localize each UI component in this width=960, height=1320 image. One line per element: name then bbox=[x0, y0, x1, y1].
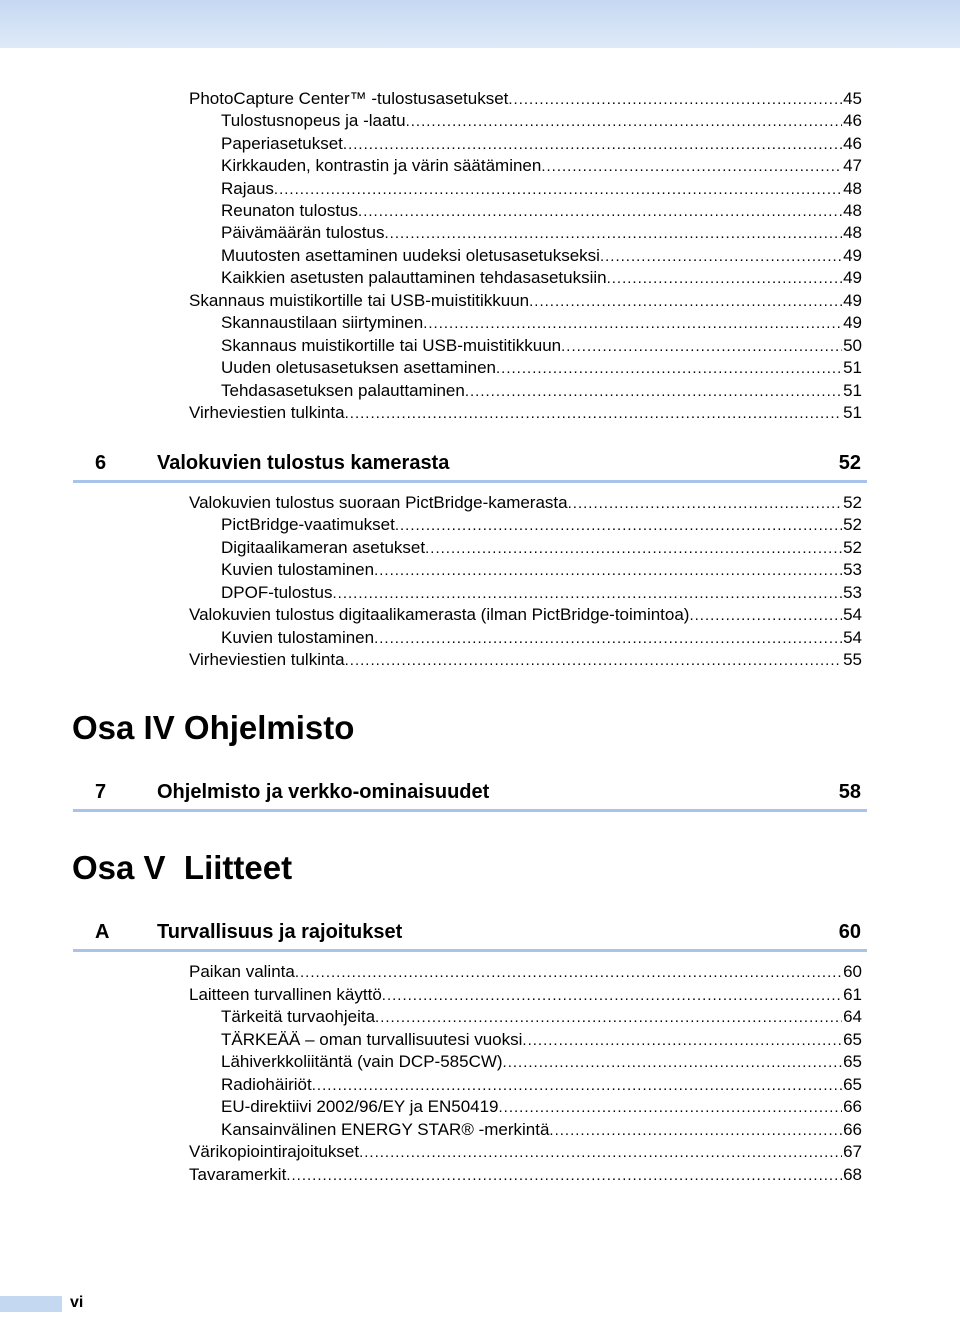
toc-entry[interactable] bbox=[0, 537, 960, 559]
toc-entry-page: 61 bbox=[843, 985, 862, 1004]
toc-entry-title: Kuvien tulostaminen bbox=[221, 560, 375, 579]
dot-leader bbox=[332, 583, 842, 605]
toc-entry[interactable] bbox=[0, 312, 960, 334]
toc-entry-title: Paperiasetukset bbox=[221, 134, 343, 153]
toc-entry-title: DPOF-tulostus bbox=[221, 583, 333, 602]
toc-entry-page: 66 bbox=[843, 1120, 862, 1139]
toc-entry-title: Paikan valinta bbox=[189, 962, 295, 981]
dot-leader bbox=[425, 538, 842, 560]
toc-entry-title: Valokuvien tulostus digitaalikamerasta (ilman PictBridge-toimintoa) bbox=[189, 605, 690, 624]
toc-entry[interactable] bbox=[0, 649, 960, 671]
dot-leader bbox=[549, 1120, 842, 1142]
toc-entry-page: 67 bbox=[843, 1142, 862, 1161]
toc-entry-page: 53 bbox=[843, 583, 862, 602]
toc-entry-page: 49 bbox=[843, 268, 862, 287]
toc-entry[interactable] bbox=[0, 1096, 960, 1118]
toc-entry-page: 49 bbox=[843, 291, 862, 310]
dot-leader bbox=[359, 1142, 842, 1164]
toc-entry-title: Digitaalikameran asetukset bbox=[221, 538, 426, 557]
chapter-page: 58 bbox=[838, 781, 861, 803]
toc-entry-title: Päivämäärän tulostus bbox=[221, 223, 385, 242]
dot-leader bbox=[541, 156, 842, 178]
dot-leader bbox=[607, 268, 842, 290]
toc-entry-page: 52 bbox=[843, 493, 862, 512]
toc-entry-title: Kirkkauden, kontrastin ja värin säätäminen bbox=[221, 156, 542, 175]
toc-entry-page: 49 bbox=[843, 313, 862, 332]
toc-entry[interactable] bbox=[0, 110, 960, 132]
dot-leader bbox=[465, 381, 842, 403]
chapter-page: 52 bbox=[838, 452, 861, 474]
toc-entry-title: EU-direktiivi 2002/96/EY ja EN50419 bbox=[221, 1097, 499, 1116]
toc-entry-page: 50 bbox=[843, 336, 862, 355]
footer-bar bbox=[0, 1296, 62, 1312]
toc-entry[interactable] bbox=[0, 1074, 960, 1096]
part-label: Osa V bbox=[72, 849, 166, 886]
toc-entry-title: Laitteen turvallinen käyttö bbox=[189, 985, 382, 1004]
toc-entry[interactable] bbox=[0, 402, 960, 424]
toc-entry-title: Uuden oletusasetuksen asettaminen bbox=[221, 358, 497, 377]
chapter-heading[interactable] bbox=[73, 446, 867, 483]
toc-entry[interactable] bbox=[0, 245, 960, 267]
dot-leader bbox=[395, 515, 842, 537]
dot-leader bbox=[600, 246, 842, 268]
toc-entry-page: 49 bbox=[843, 246, 862, 265]
toc-entry[interactable] bbox=[0, 335, 960, 357]
toc-entry-page: 65 bbox=[843, 1052, 862, 1071]
toc-entry-title: Värikopiointirajoitukset bbox=[189, 1142, 360, 1161]
toc-entry[interactable] bbox=[0, 1141, 960, 1163]
toc-entry-page: 60 bbox=[843, 962, 862, 981]
toc-entry-page: 65 bbox=[843, 1075, 862, 1094]
toc-entry-page: 48 bbox=[843, 179, 862, 198]
chapter-number: 6 bbox=[95, 452, 107, 474]
toc-entry-title: Tavaramerkit bbox=[189, 1165, 287, 1184]
toc-entry-page: 52 bbox=[843, 515, 862, 534]
dot-leader bbox=[312, 1075, 842, 1097]
toc-entry[interactable] bbox=[0, 1164, 960, 1186]
toc-entry[interactable] bbox=[0, 380, 960, 402]
dot-leader bbox=[343, 134, 842, 156]
dot-leader bbox=[568, 493, 842, 515]
chapter-title: Ohjelmisto ja verkko-ominaisuudet bbox=[157, 781, 490, 803]
toc-entry[interactable] bbox=[0, 604, 960, 626]
toc-entry-title: Valokuvien tulostus suoraan PictBridge-kamerasta bbox=[189, 493, 568, 512]
dot-leader bbox=[345, 650, 842, 672]
toc-entry[interactable] bbox=[0, 222, 960, 244]
dot-leader bbox=[382, 985, 842, 1007]
dot-leader bbox=[423, 313, 842, 335]
toc-entry-page: 54 bbox=[843, 628, 862, 647]
toc-entry-page: 54 bbox=[843, 605, 862, 624]
dot-leader bbox=[345, 403, 842, 425]
dot-leader bbox=[496, 358, 842, 380]
toc-entry[interactable] bbox=[0, 1029, 960, 1051]
toc-entry[interactable] bbox=[0, 961, 960, 983]
toc-entry-page: 53 bbox=[843, 560, 862, 579]
dot-leader bbox=[274, 179, 842, 201]
toc-entry-title: Kuvien tulostaminen bbox=[221, 628, 375, 647]
part-heading bbox=[72, 848, 292, 888]
toc-entry-title: PictBridge-vaatimukset bbox=[221, 515, 395, 534]
toc-entry-title: Reunaton tulostus bbox=[221, 201, 359, 220]
dot-leader bbox=[358, 201, 842, 223]
toc-entry[interactable] bbox=[0, 1119, 960, 1141]
toc-entry-title: Lähiverkkoliitäntä (vain DCP-585CW) bbox=[221, 1052, 503, 1071]
dot-leader bbox=[374, 628, 842, 650]
toc-entry-title: Muutosten asettaminen uudeksi oletusasetukseksi bbox=[221, 246, 600, 265]
toc-entry[interactable] bbox=[0, 267, 960, 289]
toc-entry[interactable] bbox=[0, 627, 960, 649]
toc-entry-title: Kaikkien asetusten palauttaminen tehdasasetuksiin bbox=[221, 268, 607, 287]
chapter-title: Turvallisuus ja rajoitukset bbox=[157, 921, 403, 943]
toc-entry[interactable] bbox=[0, 582, 960, 604]
dot-leader bbox=[503, 1052, 843, 1074]
dot-leader bbox=[499, 1097, 843, 1119]
toc-entry[interactable] bbox=[0, 200, 960, 222]
dot-leader bbox=[529, 291, 842, 313]
toc-entry-title: PhotoCapture Center™ -tulostusasetukset bbox=[189, 89, 509, 108]
part-heading bbox=[72, 708, 354, 748]
toc-entry-page: 64 bbox=[843, 1007, 862, 1026]
dot-leader bbox=[508, 89, 842, 111]
part-title: Ohjelmisto bbox=[183, 709, 355, 746]
toc-entry-page: 52 bbox=[843, 538, 862, 557]
toc-entry[interactable] bbox=[0, 88, 960, 110]
dot-leader bbox=[375, 1007, 842, 1029]
chapter-number: 7 bbox=[95, 781, 107, 803]
dot-leader bbox=[522, 1030, 842, 1052]
toc-entry[interactable] bbox=[0, 492, 960, 514]
toc-entry[interactable] bbox=[0, 133, 960, 155]
toc-entry[interactable] bbox=[0, 357, 960, 379]
toc-entry-title: Tulostusnopeus ja -laatu bbox=[221, 111, 406, 130]
chapter-page: 60 bbox=[838, 921, 861, 943]
toc-entry[interactable] bbox=[0, 178, 960, 200]
toc-entry[interactable] bbox=[0, 155, 960, 177]
dot-leader bbox=[406, 111, 842, 133]
chapter-heading[interactable] bbox=[73, 915, 867, 952]
dot-leader bbox=[689, 605, 842, 627]
toc-entry-page: 48 bbox=[843, 223, 862, 242]
toc-entry-page: 46 bbox=[843, 111, 862, 130]
toc-entry-page: 51 bbox=[843, 358, 862, 377]
toc-entry-title: Skannaus muistikortille tai USB-muistitikkuun bbox=[189, 291, 530, 310]
toc-entry-title: Virheviestien tulkinta bbox=[189, 403, 345, 422]
dot-leader bbox=[374, 560, 842, 582]
toc-entry-page: 51 bbox=[843, 403, 862, 422]
chapter-number: A bbox=[95, 921, 110, 943]
toc-entry[interactable] bbox=[0, 559, 960, 581]
toc-entry-page: 47 bbox=[843, 156, 862, 175]
toc-entry-page: 45 bbox=[843, 89, 862, 108]
toc-entry[interactable] bbox=[0, 514, 960, 536]
toc-entry-page: 68 bbox=[843, 1165, 862, 1184]
part-label: Osa IV bbox=[72, 709, 175, 746]
toc-entry-title: Kansainvälinen ENERGY STAR® -merkintä bbox=[221, 1120, 550, 1139]
header-band bbox=[0, 0, 960, 48]
part-title: Liitteet bbox=[183, 849, 293, 886]
toc-entry-title: Skannaus muistikortille tai USB-muistitikkuun bbox=[221, 336, 562, 355]
toc-entry-page: 51 bbox=[843, 381, 862, 400]
toc-entry-title: Tehdasasetuksen palauttaminen bbox=[221, 381, 465, 400]
toc-entry-title: Virheviestien tulkinta bbox=[189, 650, 345, 669]
toc-entry-title: Rajaus bbox=[221, 179, 274, 198]
toc-entry[interactable] bbox=[0, 984, 960, 1006]
dot-leader bbox=[286, 1165, 842, 1187]
page-number: vi bbox=[70, 1294, 84, 1311]
toc-entry[interactable] bbox=[0, 1051, 960, 1073]
toc-entry[interactable] bbox=[0, 290, 960, 312]
dot-leader bbox=[384, 223, 842, 245]
dot-leader bbox=[295, 962, 842, 984]
toc-entry[interactable] bbox=[0, 1006, 960, 1028]
toc-entry-page: 48 bbox=[843, 201, 862, 220]
toc-entry-title: Skannaustilaan siirtyminen bbox=[221, 313, 424, 332]
toc-entry-page: 65 bbox=[843, 1030, 862, 1049]
chapter-title: Valokuvien tulostus kamerasta bbox=[157, 452, 450, 474]
chapter-heading[interactable] bbox=[73, 775, 867, 812]
toc-entry-page: 55 bbox=[843, 650, 862, 669]
toc-entry-page: 66 bbox=[843, 1097, 862, 1116]
toc-entry-title: Tärkeitä turvaohjeita bbox=[221, 1007, 376, 1026]
toc-entry-title: Radiohäiriöt bbox=[221, 1075, 312, 1094]
toc-entry-page: 46 bbox=[843, 134, 862, 153]
toc-entry-title: TÄRKEÄÄ – oman turvallisuutesi vuoksi bbox=[221, 1030, 523, 1049]
dot-leader bbox=[561, 336, 842, 358]
